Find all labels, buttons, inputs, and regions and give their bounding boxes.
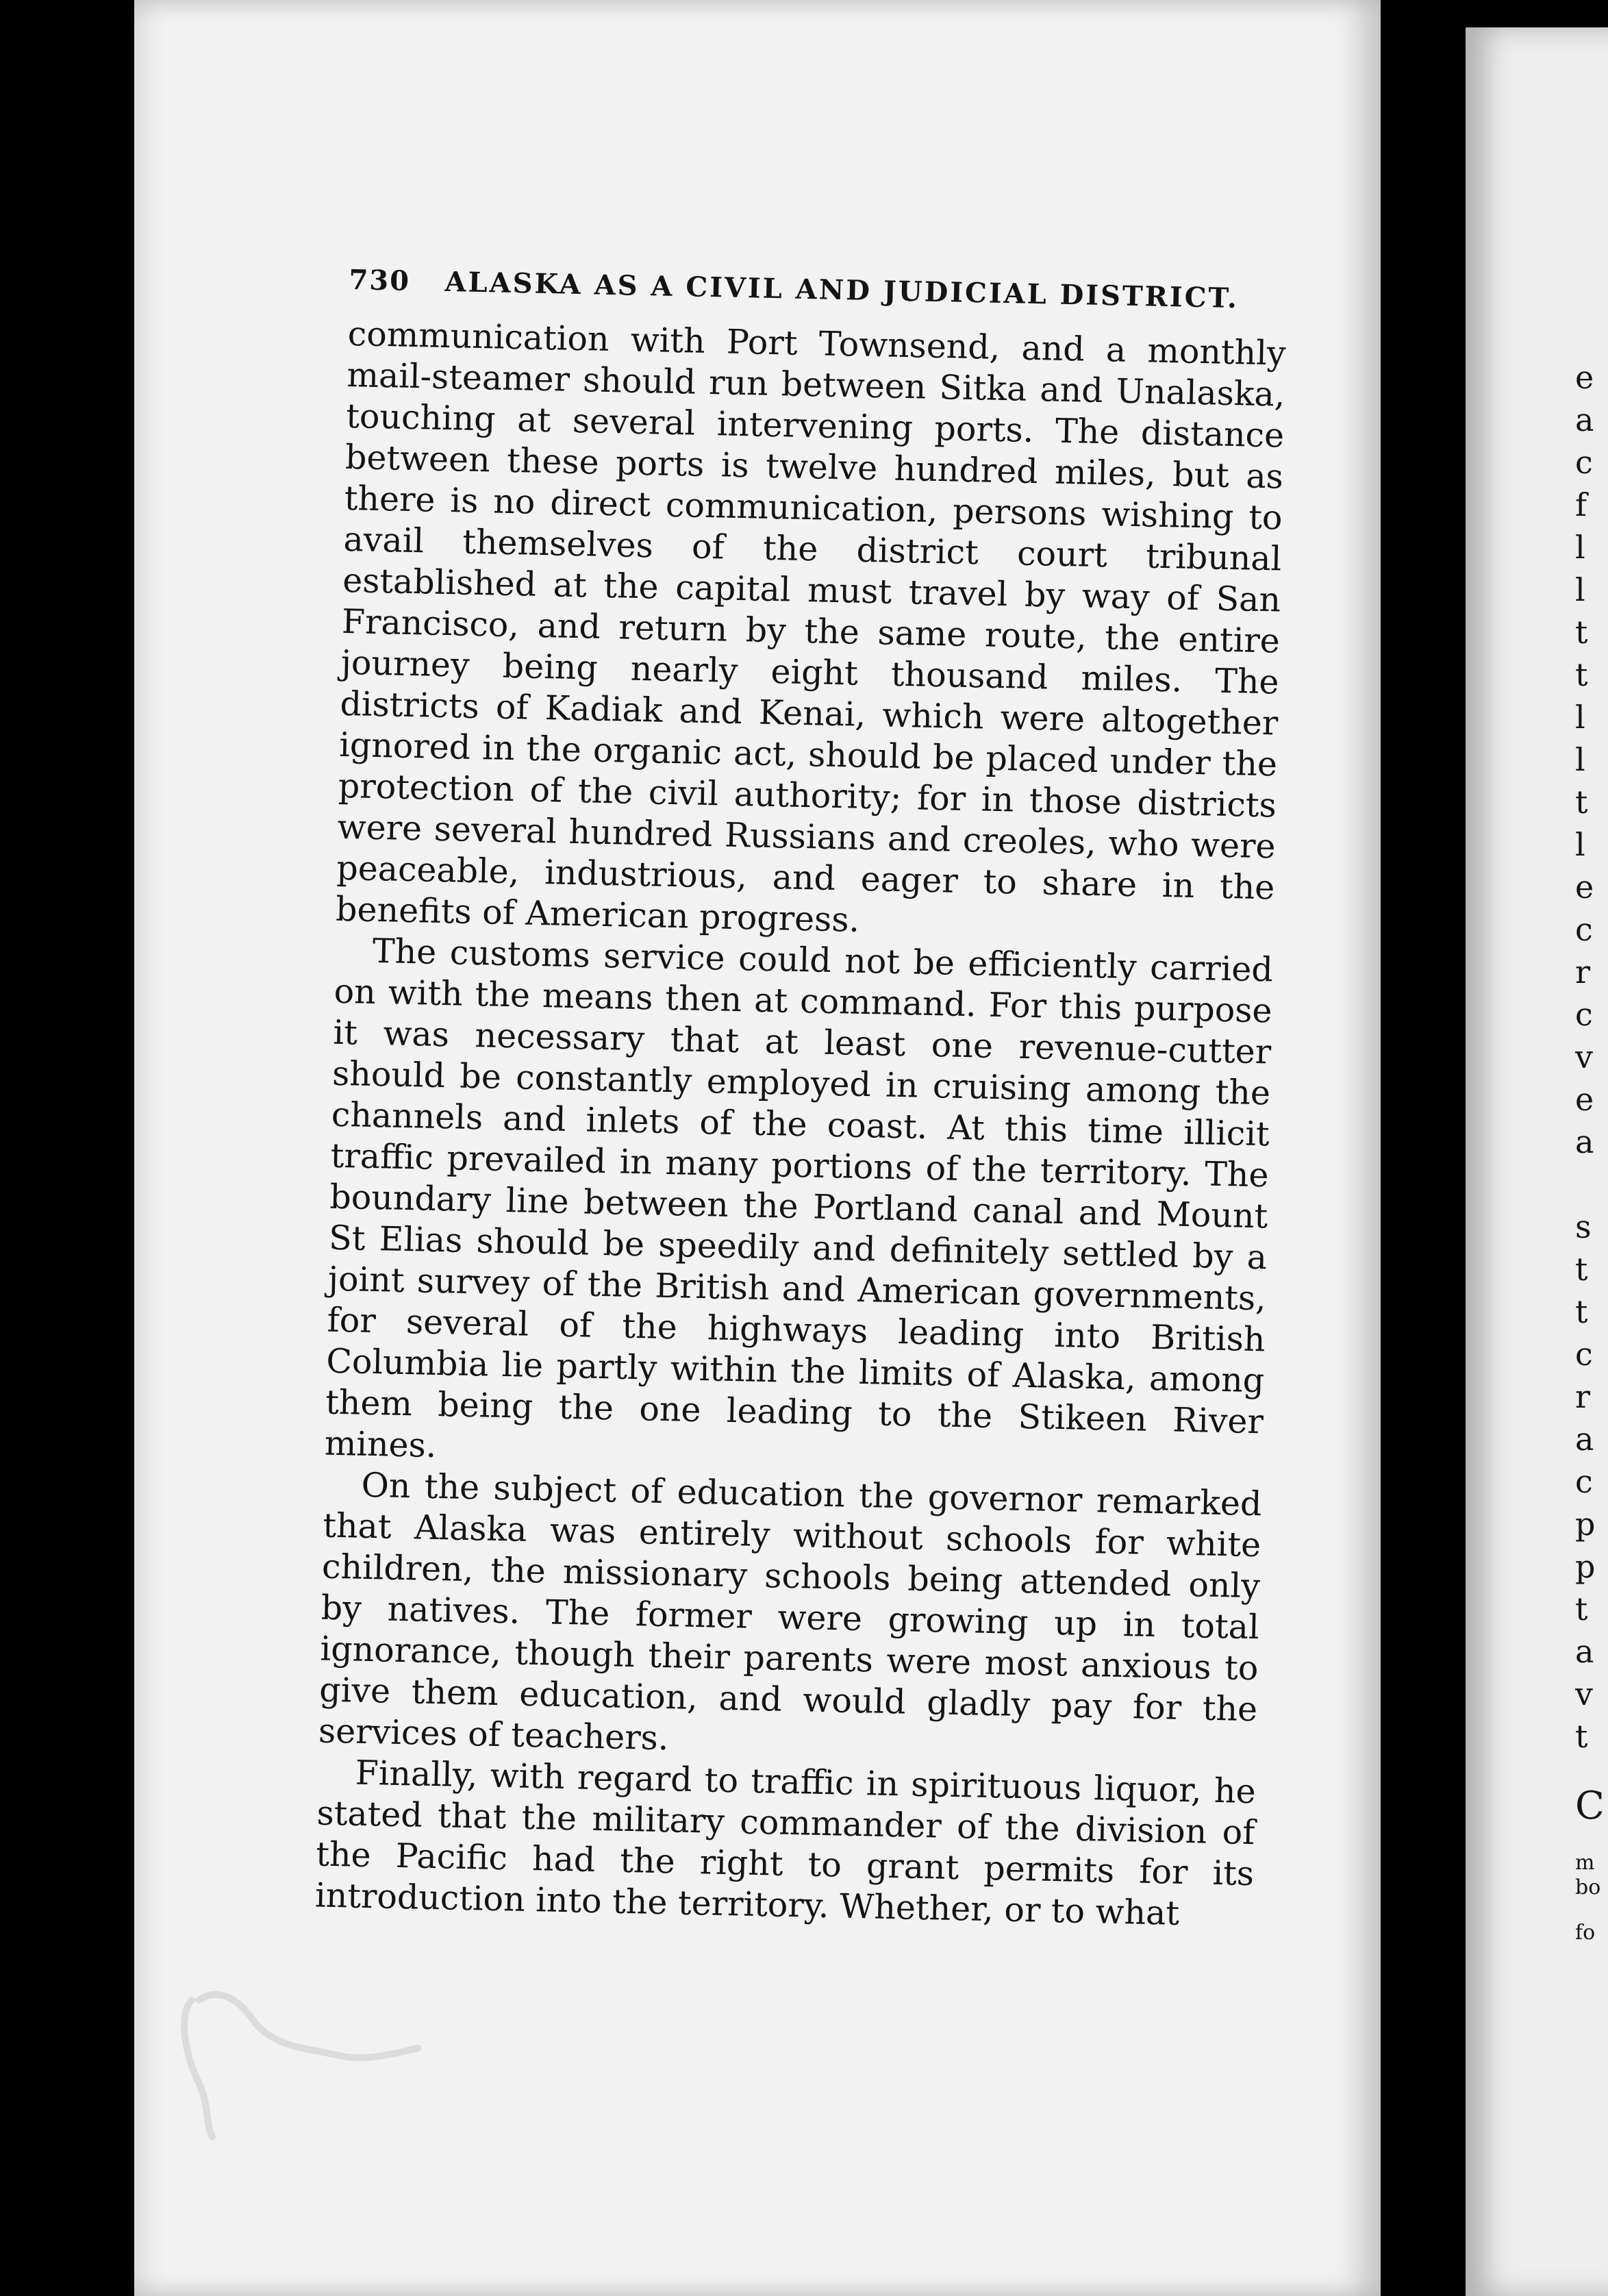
facing-line: c	[1575, 444, 1593, 481]
facing-line: a	[1575, 1421, 1594, 1458]
facing-line: p	[1575, 1548, 1596, 1585]
paragraph-1: communication with Port Townsend, and a monthly mail-steamer should run between Sitka and Unalaska, touching at several intervening ports. The distance between these ports is twelve hundred miles, but as there is no direct communication, persons wishing to avail themselves of the district court tribunal established at the capital must travel by way of San Francisco, and return by the same route, the entire journey being nearly eight thousand miles. The districts of Kadiak and Kenai, which were altogether ignored in the organic act, should be placed under the protection of the civil authority; for in those districts were several hundred Russians and creoles, who were peaceable, industrious, and eager to share in the benefits of American progress.	[335, 314, 1287, 940]
page-text-block	[314, 264, 1287, 1936]
facing-line: a	[1575, 401, 1594, 438]
facing-line: l	[1575, 699, 1585, 736]
facing-line: p	[1575, 1506, 1596, 1543]
facing-capital: C	[1575, 1784, 1605, 1828]
facing-line: c	[1575, 1463, 1593, 1500]
facing-line: l	[1575, 529, 1585, 566]
facing-line: l	[1575, 571, 1585, 608]
facing-line: r	[1575, 953, 1590, 990]
facing-gap	[1575, 1163, 1608, 1206]
facing-line: t	[1575, 1590, 1588, 1627]
running-head-title: ALASKA AS A CIVIL AND JUDICIAL DISTRICT.	[444, 265, 1240, 315]
facing-line: t	[1575, 656, 1588, 693]
facing-line: t	[1575, 1718, 1588, 1755]
facing-line: t	[1575, 614, 1588, 651]
facing-footnote: bo	[1575, 1875, 1601, 1899]
facing-line: e	[1575, 359, 1594, 396]
facing-line: f	[1575, 486, 1587, 523]
facing-line: c	[1575, 1336, 1593, 1373]
paragraph-3: On the subject of education the governor remarked that Alaska was entirely without schools for white children, the missionary schools being attended only by natives. The former were growing up in total ignorance, though their parents were most anxious to give them education, and would gladly pay for the services of teachers.	[318, 1465, 1262, 1758]
facing-footnote: fo	[1575, 1921, 1596, 1945]
paragraph-4: Finally, with regard to traffic in spirituous liquor, he stated that the military commander of the division of the Pacific had the right to grant permits for its introduction into the territory. Whether, or to what	[314, 1753, 1257, 1933]
facing-line: c	[1575, 996, 1593, 1033]
facing-page-text	[1575, 356, 1608, 1945]
facing-line: a	[1575, 1123, 1594, 1160]
scan-smudge-mark	[171, 1973, 459, 2151]
facing-line: r	[1575, 1378, 1590, 1415]
paragraph-2: The customs service could not be efficiently carried on with the means then at command. For this purpose it was necessary that at least one revenue-cutter should be constantly employed in cruising among the channels and inlets of the coast. At this time illicit traffic prevailed in many portions of the territory. The boundary line between the Portland canal and Mount St Elias should be speedily and definitely settled by a joint survey of the British and American governments, for several of the highways leading into British Columbia lie partly within the limits of Alaska, among them being the one leading to the Stikeen River mines.	[324, 931, 1274, 1466]
facing-line: v	[1575, 1038, 1593, 1075]
facing-line: v	[1575, 1675, 1593, 1712]
facing-line: e	[1575, 869, 1594, 906]
facing-line: t	[1575, 1251, 1588, 1288]
facing-line: a	[1575, 1633, 1594, 1670]
facing-line: s	[1575, 1208, 1592, 1245]
page-number: 730	[349, 264, 411, 297]
facing-line: l	[1575, 741, 1585, 778]
facing-line: c	[1575, 911, 1593, 948]
facing-line: l	[1575, 826, 1585, 863]
facing-line: e	[1575, 1081, 1594, 1118]
facing-line: t	[1575, 784, 1588, 821]
facing-line: t	[1575, 1293, 1588, 1330]
facing-footnote: m	[1575, 1851, 1595, 1875]
